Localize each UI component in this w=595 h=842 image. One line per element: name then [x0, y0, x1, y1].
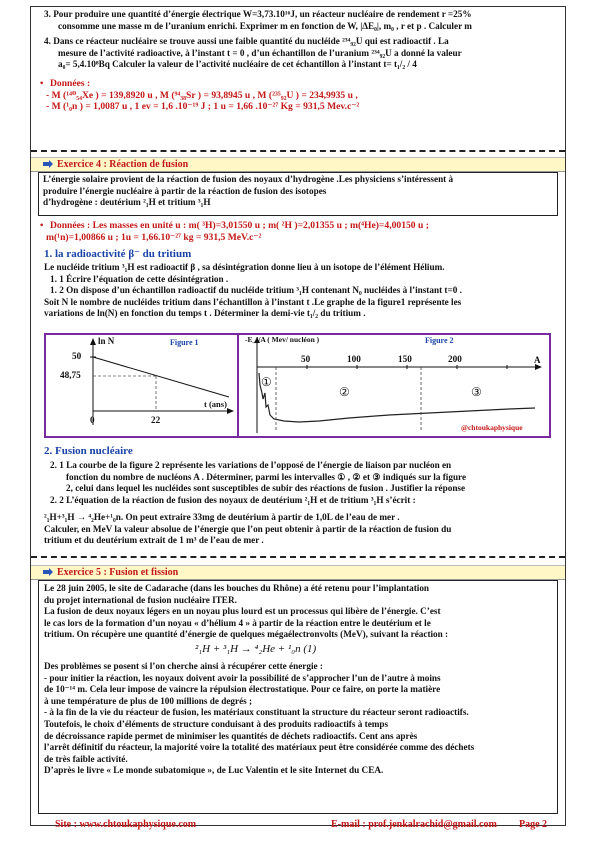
page-number: Page 2	[519, 819, 548, 830]
fig1-xlabel: t (ans)	[204, 399, 227, 409]
ex5-line15: D’après le livre « Le monde subatomique », de Luc Valentin et le site Internet du CEA.	[44, 765, 384, 776]
question-3	[44, 9, 564, 32]
donnees-line1: - M (¹⁴⁰₅₄Xe ) = 139,8920 u , M (⁹⁴₃₈Sr ) = 93,8945 u , M (²³⁵₉₂U ) = 234,9935 u ,	[46, 89, 358, 101]
ex5-line13: l’arrêt définitif du réacteur, la majorité voire la totalité des matériaux peut être considérée comme des déchets	[44, 742, 475, 753]
q4-line1: 4. Dans ce réacteur nucléaire se trouve aussi une faible quantité du nucléide ²³⁴₉₂U qui est radioactif . La	[44, 36, 449, 46]
pointing-hand-icon	[43, 568, 53, 576]
fig1-y2: 48,75	[60, 370, 81, 380]
fusion-equation: ²₁H + ³₁H → ⁴₂He + ¹₀n (1)	[195, 643, 317, 655]
q21-line1: 2. 1 La courbe de la figure 2 représente les variations de l’opposé de l’énergie de liaison par nucléon en	[50, 460, 452, 470]
section-title-fusion: 2. Fusion nucléaire	[44, 445, 133, 457]
footer	[31, 818, 565, 832]
p1: Le nucléide tritium ³₁H est radioactif β , sa désintégration donne lieu à un isotope de l’élément Hélium.	[44, 262, 445, 272]
ex5-line9: à une température de plus de 100 millions de degrés ;	[44, 695, 253, 706]
q22-line2: ²₁H+³₁H → ⁴₂He+¹₀n. On peut extraire 33mg de deutérium à partir de 1,0L de l’eau de mer .	[44, 512, 400, 522]
figure-1	[44, 333, 240, 438]
footer-site-link[interactable]: Site : www.chtoukaphysique.com	[55, 819, 197, 830]
ex5-line10: - à la fin de la vie du réacteur de fusion, les matériaux constituant la structure du réacteur seront radioactifs.	[44, 707, 469, 718]
ex5-line7: - pour initier la réaction, les noyaux doivent avoir la possibilité de s’approcher l’un de l’autre à moins	[44, 672, 441, 683]
figure-2-graph	[239, 335, 549, 436]
q4-line3: a₀= 5,4.10⁸Bq Calculer la valeur de l’activité nucléaire de cet échantillon à l’instant t= t₁/₂ / 4	[58, 59, 417, 70]
exercise-4-title: Exercice 4 : Réaction de fusion	[57, 159, 189, 170]
exercise-4-part1	[44, 262, 564, 320]
exercise-4-intro	[43, 174, 563, 209]
exercise-4-header	[31, 157, 565, 172]
ex5-line2: du projet international de fusion nucléaire ITER.	[44, 594, 237, 605]
footer-email-link[interactable]: E-mail : prof.jenkalrachid@gmail.com	[331, 819, 497, 830]
fig2-ylabel: -E_l/A ( Mev/ nucléon )	[245, 335, 320, 344]
ex5-line11: Toutefois, le choix d’éléments de structure conduisant à des produits radioactifs à temps	[44, 718, 389, 729]
separator	[31, 150, 565, 152]
fig1-ylabel: ln N	[98, 336, 115, 346]
q22-line3: Calculer, en MeV la valeur absolue de l’énergie que l’on peut obtenir à partir de la réaction de fusion du	[44, 523, 452, 534]
ex5-line5: tritium. On récupère une quantité d’énergie de quelques mégaélectronvolts (MeV), suivant la réaction :	[44, 629, 449, 640]
question-4	[44, 36, 564, 71]
donnees-1: • Données : - M (¹⁴⁰₅₄Xe ) = 139,8920 u , M (⁹⁴₃₈Sr ) = 93,8945 u , M (²³⁵₉₂U ) = 234,9935 u , - M (¹₀n ) = 1,0087 u , 1 ev = 1,6 .10⁻¹⁹ J ; 1 u = 1,66 .10⁻²⁷ Kg = 931,5 Mev.c⁻²	[40, 78, 560, 113]
fig1-x1: 22	[151, 415, 161, 425]
pointing-hand-icon	[43, 160, 53, 168]
separator-2	[31, 556, 565, 558]
fig1-title: Figure 1	[170, 338, 199, 347]
exercise-5-text-b	[44, 661, 554, 777]
fig2-title: Figure 2	[425, 336, 454, 345]
q3-line1: 3. Pour produire une quantité d’énergie électrique W=3,73.10¹⁶J, un réacteur nucléaire de rendement r =25%	[44, 9, 472, 19]
donnees-line2: - M (¹₀n ) = 1,0087 u , 1 ev = 1,6 .10⁻¹⁹ J ; 1 u = 1,66 .10⁻²⁷ Kg = 931,5 Mev.c⁻²	[46, 101, 360, 113]
exercise-5-title: Exercice 5 : Fusion et fission	[57, 567, 179, 578]
figure-2	[237, 333, 551, 438]
donnees-2-line2: m(¹n)=1,00866 u ; 1u = 1,66.10⁻²⁷ kg = 931,5 MeV.c⁻²	[46, 231, 262, 243]
q22-line1: 2. 2 L’équation de la réaction de fusion des noyaux de deutérium ²₁H et de tritium ³₁H s’écrit :	[50, 494, 416, 505]
q21-line2: fonction du nombre de nucléons A . Déterminer, parmi les intervalles ① , ② et ③ indiqués sur la figure	[66, 471, 467, 482]
exercise-4-part2	[50, 460, 570, 506]
fig2-tick-150: 150	[398, 354, 412, 364]
exercise-5-text-a	[44, 583, 564, 641]
fig1-x0: 0	[90, 415, 95, 425]
q22-line4: tritium et du deutérium extrait de 1 m³ de l’eau de mer .	[44, 535, 264, 546]
fig2-credit: @chtoukaphysique	[461, 423, 523, 432]
ex5-line1: Le 28 juin 2005, le site de Cadarache (dans les bouches du Rhône) a été retenu pour l’implantation	[44, 583, 430, 593]
intro-line2: produire l’énergie nucléaire à partir de la réaction de fusion des isotopes	[43, 185, 327, 196]
fig2-xaxis-label: A	[534, 355, 541, 365]
fig2-tick-100: 100	[347, 354, 361, 364]
ex5-line4: le cas lors de la formation d’un noyau « d’hélium 4 » à partir de la réaction entre le deutérium et le	[44, 617, 431, 628]
exercise-4-part2b	[44, 512, 564, 547]
q4-line2: mesure de l’activité radioactive, à l’instant t = 0 , d’un échantillon de l’uranium ²³⁴₉₂U a donné la valeur	[58, 47, 462, 58]
p4: Soit N le nombre de nucléides tritium dans l’échantillon à l’instant t .Le graphe de la figure1 représente les	[44, 296, 462, 307]
fig2-zone-3: ③	[471, 385, 482, 399]
p5: variations de ln(N) en fonction du temps t . Déterminer la demi-vie t₁/₂ du tritium .	[44, 308, 366, 319]
intro-line1: L’énergie solaire provient de la réaction de fusion des noyaux d’hydrogène .Les physiciens s’intéressent à	[43, 174, 454, 184]
donnees-2-line1: Données : Les masses en unité u : m( ³H)=3,01550 u ; m( ²H )=2,01355 u ; m(⁴He)=4,00150 u ;	[50, 220, 429, 231]
fig2-tick-50: 50	[301, 354, 311, 364]
fig1-y1: 50	[72, 351, 82, 361]
ex5-line12: de décroissance rapide permet de minimiser les quantités de déchets radioactifs. Cent ans après	[44, 730, 418, 741]
fig2-zone-1: ①	[261, 375, 272, 389]
q21-line3: 2, celui dans lequel les nucléides sont susceptibles de subir des réactions de fusion . Justifier la réponse	[66, 483, 466, 494]
p2: 1. 1 Écrire l’équation de cette désintégration .	[50, 273, 229, 284]
fig2-tick-200: 200	[448, 354, 462, 364]
p3: 1. 2 On dispose d’un échantillon radioactif du nucléide tritium ³₁H contenant N₀ nucléides à l’instant t=0 .	[50, 285, 462, 296]
ex5-line3: La fusion de deux noyaux légers en un noyau plus lourd est un processus qui libère de l’énergie. C’est	[44, 606, 441, 617]
ex5-line14: de très faible activité.	[44, 753, 128, 764]
ex5-line8: de 10⁻¹⁴ m. Cela leur impose de vaincre la répulsion électrostatique. Pour ce faire, on porte la matière	[44, 684, 441, 695]
fig2-zone-2: ②	[339, 385, 350, 399]
donnees-title: Données :	[50, 78, 91, 89]
intro-line3: d’hydrogène : deutérium ²₁H et tritium ³₁H	[43, 197, 211, 208]
ex5-line6: Des problèmes se posent si l’on cherche ainsi à récupérer cette énergie :	[44, 661, 323, 671]
q3-line2: consomme une masse m de l’uranium enrichi. Exprimer m en fonction de W, |ΔE₀|, m₀ , r et p . Calculer m	[58, 20, 472, 31]
donnees-2: • Données : Les masses en unité u : m( ³H)=3,01550 u ; m( ²H )=2,01355 u ; m(⁴He)=4,00150 u ; m(¹n)=1,00866 u ; 1u = 1,66.10⁻²⁷ kg = 931,5 MeV.c⁻²	[40, 220, 560, 243]
exercise-5-header	[31, 565, 565, 580]
section-title-radioactivity: 1. la radioactivité β⁻ du tritium	[44, 248, 192, 260]
